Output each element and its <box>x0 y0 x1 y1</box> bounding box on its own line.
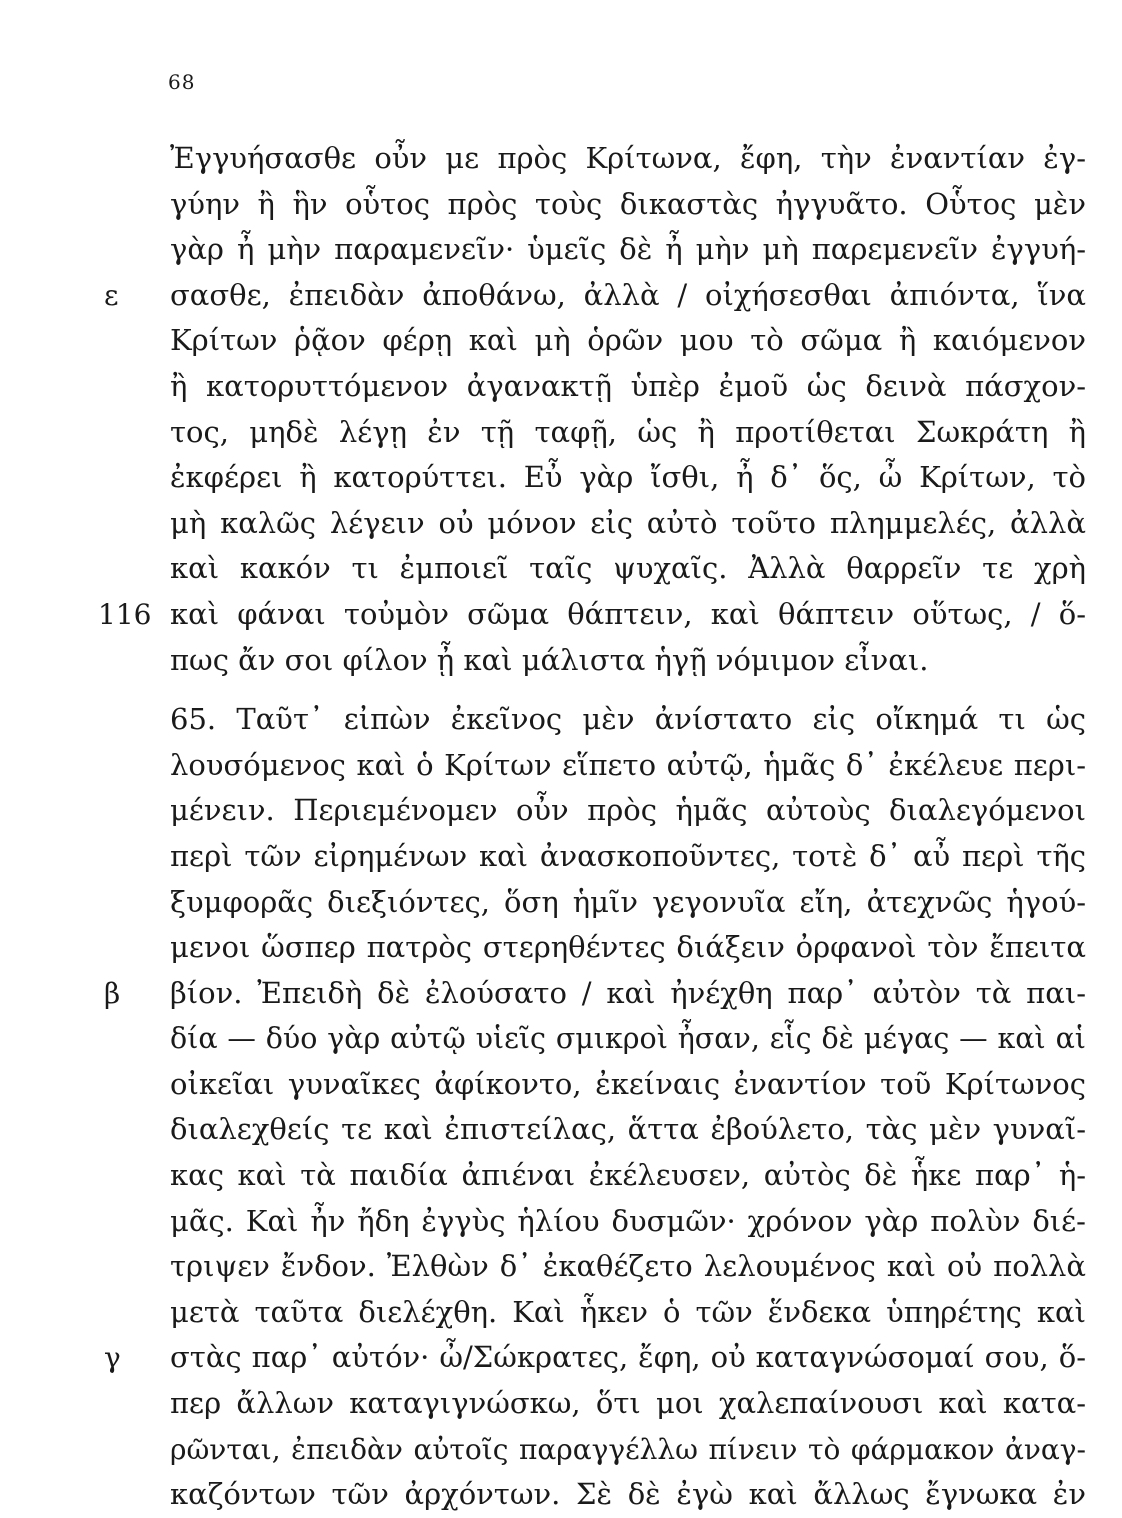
line-text: σασθε, ἐπειδὰν ἀποθάνω, ἀλλὰ / οἰχήσεσθαι ἀπιόντα, ἵνα <box>170 277 1086 312</box>
line-text: μὴ καλῶς λέγειν οὐ μόνον εἰς αὐτὸ τοῦτο πλημμελές, ἀλλὰ <box>170 505 1086 540</box>
line-text: δία — δύο γὰρ αὐτῷ υἱεῖς σμικροὶ ἦσαν, εἷς δὲ μέγας — καὶ αἱ <box>170 1022 1086 1056</box>
text-line <box>170 697 1086 743</box>
stephanus-marker: β <box>104 976 121 1010</box>
line-text: περὶ τῶν εἰρημένων καὶ ἀνασκοποῦντες, τοτὲ δ᾽ αὖ περὶ τῆς <box>170 838 1086 873</box>
text-line <box>104 273 1086 319</box>
text-line <box>170 1290 1086 1336</box>
text-line <box>170 546 1086 592</box>
text-line <box>170 788 1086 834</box>
line-text: στὰς παρ᾽ αὐτόν· ὦ/Σώκρατες, ἔφη, οὐ καταγνώσομαί σου, ὅ- <box>170 1340 1086 1375</box>
line-text: καὶ κακόν τι ἐμποιεῖ ταῖς ψυχαῖς. Ἀλλὰ θαρρεῖν τε χρὴ <box>170 551 1086 586</box>
line-text: διαλεχθείς τε καὶ ἐπιστείλας, ἅττα ἐβούλετο, τὰς μὲν γυναῖ- <box>170 1112 1086 1147</box>
line-text: πως ἄν σοι φίλον ᾖ καὶ μάλιστα ἡγῇ νόμιμον εἶναι. <box>170 642 929 677</box>
line-text: ρῶνται, ἐπειδὰν αὐτοῖς παραγγέλλω πίνειν τὸ φάρμακον ἀναγ- <box>170 1432 1086 1466</box>
text-line <box>98 592 1086 638</box>
line-text: μᾶς. Καὶ ἦν ἤδη ἐγγὺς ἡλίου δυσμῶν· χρόνον γὰρ πολὺν διέ- <box>170 1203 1086 1238</box>
stephanus-page-number: 116 <box>98 597 152 631</box>
text-line <box>104 971 1086 1017</box>
text-line <box>170 227 1086 273</box>
text-line <box>104 1335 1086 1381</box>
text-line <box>170 1244 1086 1290</box>
line-text: βίον. Ἐπειδὴ δὲ ἐλούσατο / καὶ ἠνέχθη παρ᾽ αὐτὸν τὰ παι- <box>170 975 1086 1010</box>
text-line <box>170 1381 1086 1427</box>
text-body <box>98 136 1086 1518</box>
line-text: ξυμφορᾶς διεξιόντες, ὅση ἡμῖν γεγονυῖα εἴη, ἀτεχνῶς ἡγού- <box>170 884 1086 919</box>
line-text: οἰκεῖαι γυναῖκες ἀφίκοντο, ἐκείναις ἐναντίον τοῦ Κρίτωνος <box>170 1066 1086 1101</box>
stephanus-marker: γ <box>104 1341 121 1375</box>
line-text: ἐκφέρει ἢ κατορύττει. Εὖ γὰρ ἴσθι, ἦ δ᾽ ὅς, ὦ Κρίτων, τὸ <box>170 460 1086 495</box>
line-text: καὶ φάναι τοὐμὸν σῶμα θάπτειν, καὶ θάπτειν οὕτως, / ὅ- <box>170 596 1086 631</box>
text-line <box>170 136 1086 182</box>
text-line <box>170 638 1086 684</box>
text-line <box>170 318 1086 364</box>
text-line <box>170 1016 1086 1062</box>
text-line <box>170 1427 1086 1473</box>
text-line <box>170 880 1086 926</box>
line-text: καζόντων τῶν ἀρχόντων. Σὲ δὲ ἐγὼ καὶ ἄλλως ἔγνωκα ἐν <box>170 1477 1086 1512</box>
text-line <box>170 925 1086 971</box>
line-text: μένειν. Περιεμένομεν οὖν πρὸς ἡμᾶς αὐτοὺς διαλεγόμενοι <box>170 793 1086 828</box>
line-text: περ ἄλλων καταγιγνώσκω, ὅτι μοι χαλεπαίνουσι καὶ κατα- <box>170 1386 1086 1421</box>
line-text: γύην ἢ ἣν οὗτος πρὸς τοὺς δικαστὰς ἠγγυᾶτο. Οὗτος μὲν <box>170 186 1086 221</box>
text-line <box>170 182 1086 228</box>
text-line <box>170 364 1086 410</box>
line-text: κας καὶ τὰ παιδία ἀπιέναι ἐκέλευσεν, αὐτὸς δὲ ἧκε παρ᾽ ἡ- <box>170 1158 1086 1193</box>
line-text: 65. Ταῦτ᾽ εἰπὼν ἐκεῖνος μὲν ἀνίστατο εἰς οἴκημά τι ὡς <box>170 702 1086 737</box>
text-line <box>170 1472 1086 1518</box>
text-line <box>170 501 1086 547</box>
line-text: τριψεν ἔνδον. Ἐλθὼν δ᾽ ἐκαθέζετο λελουμένος καὶ οὐ πολλὰ <box>170 1249 1086 1284</box>
line-text: γὰρ ἦ μὴν παραμενεῖν· ὑμεῖς δὲ ἦ μὴν μὴ παρεμενεῖν ἐγγυή- <box>170 232 1086 267</box>
line-text: μενοι ὥσπερ πατρὸς στερηθέντες διάξειν ὀρφανοὶ τὸν ἔπειτα <box>170 930 1086 965</box>
text-line <box>170 1107 1086 1153</box>
text-line <box>170 1153 1086 1199</box>
stephanus-marker: ε <box>104 278 119 312</box>
line-text: ἢ κατορυττόμενον ἀγανακτῇ ὑπὲρ ἐμοῦ ὡς δεινὰ πάσχον- <box>170 368 1086 403</box>
text-line <box>170 1062 1086 1108</box>
text-line <box>170 410 1086 456</box>
text-line <box>170 834 1086 880</box>
text-line <box>170 455 1086 501</box>
line-text: τος, μηδὲ λέγῃ ἐν τῇ ταφῇ, ὡς ἢ προτίθεται Σωκράτη ἢ <box>170 414 1086 449</box>
line-text: λουσόμενος καὶ ὁ Κρίτων εἵπετο αὐτῷ, ἡμᾶς δ᾽ ἐκέλευε περι- <box>170 747 1086 782</box>
text-line <box>170 1199 1086 1245</box>
line-text: μετὰ ταῦτα διελέχθη. Καὶ ἧκεν ὁ τῶν ἕνδεκα ὑπηρέτης καὶ <box>170 1294 1086 1329</box>
page-number: 68 <box>168 70 196 94</box>
line-text: Κρίτων ῥᾷον φέρῃ καὶ μὴ ὁρῶν μου τὸ σῶμα ἢ καιόμενον <box>170 323 1086 358</box>
line-text: Ἐγγυήσασθε οὖν με πρὸς Κρίτωνα, ἔφη, τὴν ἐναντίαν ἐγ- <box>170 141 1086 175</box>
text-line <box>170 743 1086 789</box>
